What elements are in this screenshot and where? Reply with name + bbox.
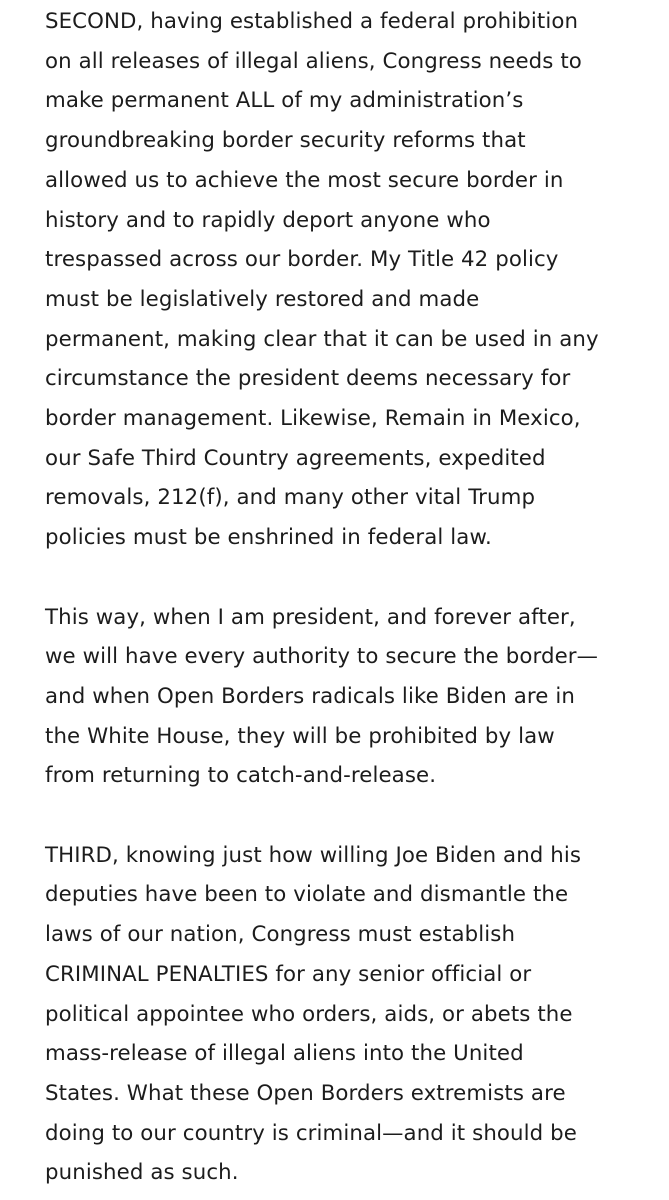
paragraph-third — [45, 836, 655, 1193]
text-line: SECOND, having established a federal prohibition — [45, 9, 579, 34]
text-line: from returning to catch-and-release. — [45, 763, 437, 789]
text-line: THIRD, knowing just how willing Joe Biden and his — [45, 842, 582, 868]
text-line: border management. Likewise, Remain in Mexico, — [45, 406, 581, 432]
text-line: political appointee who orders, aids, or abets the — [45, 1001, 573, 1027]
text-line: and when Open Borders radicals like Biden are in — [45, 683, 575, 709]
text-line: history and to rapidly deport anyone who — [45, 207, 491, 233]
text-line: our Safe Third Country agreements, expedited — [45, 445, 546, 471]
text-line: circumstance the president deems necessary for — [45, 366, 571, 392]
text-line: laws of our nation, Congress must establish — [45, 922, 516, 948]
text-line: This way, when I am president, and forever after, — [45, 604, 576, 630]
text-line: permanent, making clear that it can be used in any — [45, 326, 599, 352]
text-line: mass-release of illegal aliens into the United — [45, 1041, 524, 1067]
document-body — [45, 2, 655, 1193]
text-line: CRIMINAL PENALTIES for any senior official or — [45, 961, 532, 987]
text-line: policies must be enshrined in federal law. — [45, 525, 492, 551]
text-line: allowed us to achieve the most secure border in — [45, 167, 564, 193]
text-line: groundbreaking border security reforms that — [45, 128, 526, 154]
text-line: punished as such. — [45, 1160, 239, 1186]
text-line: must be legislatively restored and made — [45, 286, 480, 312]
text-line: we will have every authority to secure the border— — [45, 644, 599, 670]
text-line: on all releases of illegal aliens, Congress needs to — [45, 48, 582, 74]
paragraph-spacer — [45, 796, 655, 836]
text-line: make permanent ALL of my administration’s — [45, 88, 524, 114]
text-line: doing to our country is criminal—and it should be — [45, 1120, 577, 1146]
paragraph-this-way — [45, 598, 655, 797]
text-line: removals, 212(f), and many other vital Trump — [45, 485, 536, 511]
text-line: the White House, they will be prohibited by law — [45, 723, 555, 749]
text-line: States. What these Open Borders extremists are — [45, 1080, 566, 1106]
text-line: deputies have been to violate and dismantle the — [45, 882, 569, 908]
text-line: trespassed across our border. My Title 42 policy — [45, 247, 559, 273]
paragraph-second — [45, 2, 655, 558]
paragraph-spacer — [45, 558, 655, 598]
